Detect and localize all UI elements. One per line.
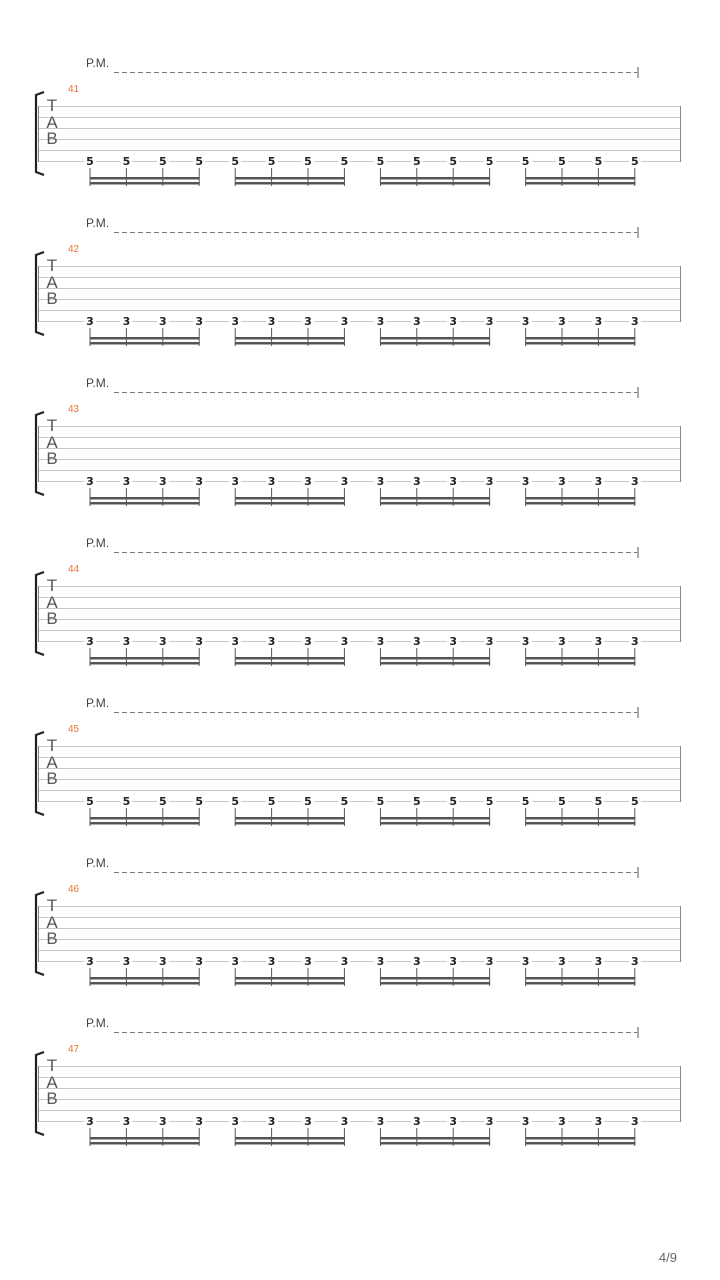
tab-system [0, 856, 720, 1016]
tab-system [0, 536, 720, 696]
fret-number: 5 [302, 156, 314, 168]
page-number: 4/9 [658, 1250, 677, 1265]
bar-number: 45 [68, 724, 80, 735]
beam-primary [90, 497, 200, 500]
fret-number: 3 [302, 636, 314, 648]
tab-clef-letter: B [46, 289, 58, 308]
beam-secondary [380, 662, 490, 665]
fret-number: 5 [374, 796, 386, 808]
fret-number: 3 [520, 636, 532, 648]
beam-primary [235, 337, 345, 340]
fret-number: 3 [229, 316, 241, 328]
fret-number: 3 [520, 316, 532, 328]
tab-clef [42, 898, 62, 948]
fret-number: 3 [592, 956, 604, 968]
fret-number: 3 [266, 316, 278, 328]
beam-secondary [235, 662, 345, 665]
fret-number: 3 [120, 636, 132, 648]
fret-number: 5 [592, 156, 604, 168]
beam-secondary [235, 342, 345, 345]
fret-number: 3 [411, 316, 423, 328]
fret-number: 3 [374, 636, 386, 648]
fret-number: 3 [374, 1116, 386, 1128]
tab-clef-letter: A [46, 272, 58, 292]
fret-number: 3 [629, 636, 641, 648]
beam-primary [380, 817, 490, 820]
fret-number: 5 [411, 796, 423, 808]
tab-clef-letter: T [46, 416, 58, 435]
tab-system [0, 216, 720, 376]
beam-secondary [235, 982, 345, 985]
fret-number: 3 [302, 476, 314, 488]
fret-number: 5 [229, 796, 241, 808]
palm-mute-label: P.M. [86, 856, 110, 870]
beam-primary [90, 1137, 200, 1140]
beam-primary [90, 337, 200, 340]
fret-number: 5 [229, 156, 241, 168]
fret-number: 3 [629, 316, 641, 328]
beam-primary [235, 497, 345, 500]
fret-number: 3 [84, 476, 96, 488]
fret-number: 5 [447, 796, 459, 808]
tab-clef-letter: T [46, 1056, 58, 1075]
beam-primary [90, 177, 200, 180]
fret-number: 5 [84, 156, 96, 168]
beam-primary [380, 977, 490, 980]
fret-number: 3 [157, 316, 169, 328]
beam-primary [235, 1137, 345, 1140]
fret-number: 3 [338, 636, 350, 648]
fret-number: 5 [120, 156, 132, 168]
fret-number: 3 [157, 636, 169, 648]
fret-number: 3 [84, 316, 96, 328]
fret-number: 5 [266, 796, 278, 808]
beam-secondary [90, 502, 200, 505]
beam-secondary [235, 1142, 345, 1145]
fret-number: 3 [629, 956, 641, 968]
beam-secondary [526, 502, 636, 505]
fret-number: 3 [229, 1116, 241, 1128]
beam-secondary [526, 982, 636, 985]
fret-number: 5 [193, 796, 205, 808]
fret-number: 5 [629, 156, 641, 168]
fret-number: 3 [484, 956, 496, 968]
beam-primary [526, 817, 636, 820]
tab-clef [42, 738, 62, 788]
fret-number: 3 [629, 476, 641, 488]
beam-primary [380, 657, 490, 660]
fret-number: 3 [447, 1116, 459, 1128]
tab-clef-letter: B [46, 769, 58, 788]
beam-primary [380, 177, 490, 180]
fret-number: 5 [157, 156, 169, 168]
tab-clef-letter: T [46, 576, 58, 595]
fret-number: 3 [338, 1116, 350, 1128]
fret-number: 5 [484, 156, 496, 168]
fret-number: 3 [193, 636, 205, 648]
fret-number: 5 [338, 796, 350, 808]
fret-number: 3 [447, 636, 459, 648]
tab-clef-letter: A [46, 752, 58, 772]
tab-system [0, 696, 720, 856]
tab-clef [42, 258, 62, 308]
tab-clef-letter: T [46, 256, 58, 275]
beam-primary [235, 657, 345, 660]
fret-number: 3 [229, 476, 241, 488]
fret-number: 5 [374, 156, 386, 168]
beam-secondary [380, 1142, 490, 1145]
fret-number: 3 [193, 1116, 205, 1128]
fret-number: 3 [302, 316, 314, 328]
fret-number: 3 [556, 476, 568, 488]
fret-number: 3 [592, 1116, 604, 1128]
tab-clef-letter: A [46, 1072, 58, 1092]
fret-number: 3 [266, 476, 278, 488]
fret-number: 3 [193, 316, 205, 328]
tab-clef-letter: T [46, 736, 58, 755]
beam-primary [235, 977, 345, 980]
beam-primary [235, 177, 345, 180]
fret-number: 3 [520, 956, 532, 968]
fret-number: 3 [84, 636, 96, 648]
staff-graphics [0, 1016, 720, 1176]
staff-graphics [0, 536, 720, 696]
staff-graphics [0, 856, 720, 1016]
fret-number: 5 [556, 796, 568, 808]
fret-number: 3 [484, 476, 496, 488]
beam-secondary [235, 502, 345, 505]
beam-primary [526, 177, 636, 180]
fret-number: 3 [592, 476, 604, 488]
fret-number: 3 [447, 956, 459, 968]
beam-secondary [526, 182, 636, 185]
fret-number: 3 [520, 476, 532, 488]
fret-number: 3 [411, 956, 423, 968]
fret-number: 5 [302, 796, 314, 808]
fret-number: 3 [229, 956, 241, 968]
fret-number: 3 [484, 1116, 496, 1128]
bar-number: 47 [68, 1044, 80, 1055]
staff-graphics [0, 376, 720, 536]
beam-secondary [235, 822, 345, 825]
tab-clef [42, 578, 62, 628]
tab-clef-letter: A [46, 432, 58, 452]
fret-number: 3 [556, 956, 568, 968]
fret-number: 3 [484, 636, 496, 648]
tab-clef [42, 98, 62, 148]
beam-secondary [526, 822, 636, 825]
fret-number: 5 [266, 156, 278, 168]
fret-number: 5 [520, 156, 532, 168]
bar-number: 42 [68, 244, 80, 255]
beam-secondary [235, 182, 345, 185]
beam-secondary [380, 182, 490, 185]
fret-number: 3 [120, 1116, 132, 1128]
beam-secondary [526, 342, 636, 345]
fret-number: 3 [411, 636, 423, 648]
palm-mute-label: P.M. [86, 696, 110, 710]
fret-number: 3 [193, 476, 205, 488]
tab-clef-letter: B [46, 129, 58, 148]
palm-mute-label: P.M. [86, 1016, 110, 1030]
tab-clef-letter: B [46, 929, 58, 948]
beam-primary [380, 1137, 490, 1140]
fret-number: 3 [556, 636, 568, 648]
beam-secondary [90, 662, 200, 665]
bar-number: 41 [68, 84, 80, 95]
beam-secondary [90, 342, 200, 345]
fret-number: 3 [484, 316, 496, 328]
tab-system [0, 376, 720, 536]
fret-number: 5 [120, 796, 132, 808]
tab-clef [42, 1058, 62, 1108]
beam-secondary [380, 822, 490, 825]
fret-number: 3 [157, 956, 169, 968]
fret-number: 3 [411, 1116, 423, 1128]
tab-system [0, 1016, 720, 1176]
beam-primary [526, 977, 636, 980]
beam-secondary [380, 342, 490, 345]
tab-clef-letter: B [46, 449, 58, 468]
fret-number: 3 [302, 1116, 314, 1128]
tab-clef-letter: A [46, 592, 58, 612]
beam-primary [90, 657, 200, 660]
beam-secondary [526, 662, 636, 665]
fret-number: 3 [193, 956, 205, 968]
fret-number: 5 [157, 796, 169, 808]
fret-number: 5 [520, 796, 532, 808]
fret-number: 3 [592, 636, 604, 648]
fret-number: 5 [193, 156, 205, 168]
beam-primary [380, 337, 490, 340]
beam-secondary [90, 182, 200, 185]
palm-mute-label: P.M. [86, 376, 110, 390]
fret-number: 3 [338, 316, 350, 328]
bar-number: 46 [68, 884, 80, 895]
beam-primary [526, 1137, 636, 1140]
fret-number: 3 [447, 316, 459, 328]
tab-clef [42, 418, 62, 468]
beam-primary [90, 977, 200, 980]
beam-secondary [380, 982, 490, 985]
fret-number: 5 [411, 156, 423, 168]
tab-system [0, 56, 720, 216]
fret-number: 5 [338, 156, 350, 168]
beam-primary [235, 817, 345, 820]
fret-number: 3 [374, 956, 386, 968]
fret-number: 3 [266, 636, 278, 648]
fret-number: 3 [520, 1116, 532, 1128]
fret-number: 3 [374, 316, 386, 328]
fret-number: 5 [629, 796, 641, 808]
fret-number: 5 [447, 156, 459, 168]
tab-clef-letter: T [46, 896, 58, 915]
fret-number: 3 [592, 316, 604, 328]
fret-number: 3 [302, 956, 314, 968]
tab-clef-letter: T [46, 96, 58, 115]
fret-number: 3 [629, 1116, 641, 1128]
beam-secondary [90, 982, 200, 985]
tab-clef-letter: B [46, 609, 58, 628]
beam-secondary [380, 502, 490, 505]
fret-number: 5 [592, 796, 604, 808]
fret-number: 5 [84, 796, 96, 808]
staff-graphics [0, 696, 720, 856]
palm-mute-label: P.M. [86, 536, 110, 550]
fret-number: 3 [411, 476, 423, 488]
fret-number: 3 [120, 476, 132, 488]
fret-number: 3 [266, 1116, 278, 1128]
fret-number: 3 [338, 476, 350, 488]
tab-clef-letter: B [46, 1089, 58, 1108]
fret-number: 3 [447, 476, 459, 488]
beam-secondary [526, 1142, 636, 1145]
beam-primary [90, 817, 200, 820]
fret-number: 3 [229, 636, 241, 648]
fret-number: 5 [556, 156, 568, 168]
beam-primary [526, 497, 636, 500]
fret-number: 3 [556, 1116, 568, 1128]
beam-primary [380, 497, 490, 500]
fret-number: 3 [374, 476, 386, 488]
fret-number: 3 [266, 956, 278, 968]
palm-mute-label: P.M. [86, 216, 110, 230]
beam-secondary [90, 822, 200, 825]
fret-number: 3 [84, 1116, 96, 1128]
beam-primary [526, 657, 636, 660]
beam-secondary [90, 1142, 200, 1145]
fret-number: 5 [484, 796, 496, 808]
fret-number: 3 [120, 956, 132, 968]
tab-clef-letter: A [46, 912, 58, 932]
staff-graphics [0, 216, 720, 376]
staff-graphics [0, 56, 720, 216]
fret-number: 3 [157, 1116, 169, 1128]
bar-number: 44 [68, 564, 80, 575]
beam-primary [526, 337, 636, 340]
fret-number: 3 [120, 316, 132, 328]
palm-mute-label: P.M. [86, 56, 110, 70]
tab-clef-letter: A [46, 112, 58, 132]
fret-number: 3 [556, 316, 568, 328]
fret-number: 3 [338, 956, 350, 968]
fret-number: 3 [84, 956, 96, 968]
fret-number: 3 [157, 476, 169, 488]
bar-number: 43 [68, 404, 80, 415]
